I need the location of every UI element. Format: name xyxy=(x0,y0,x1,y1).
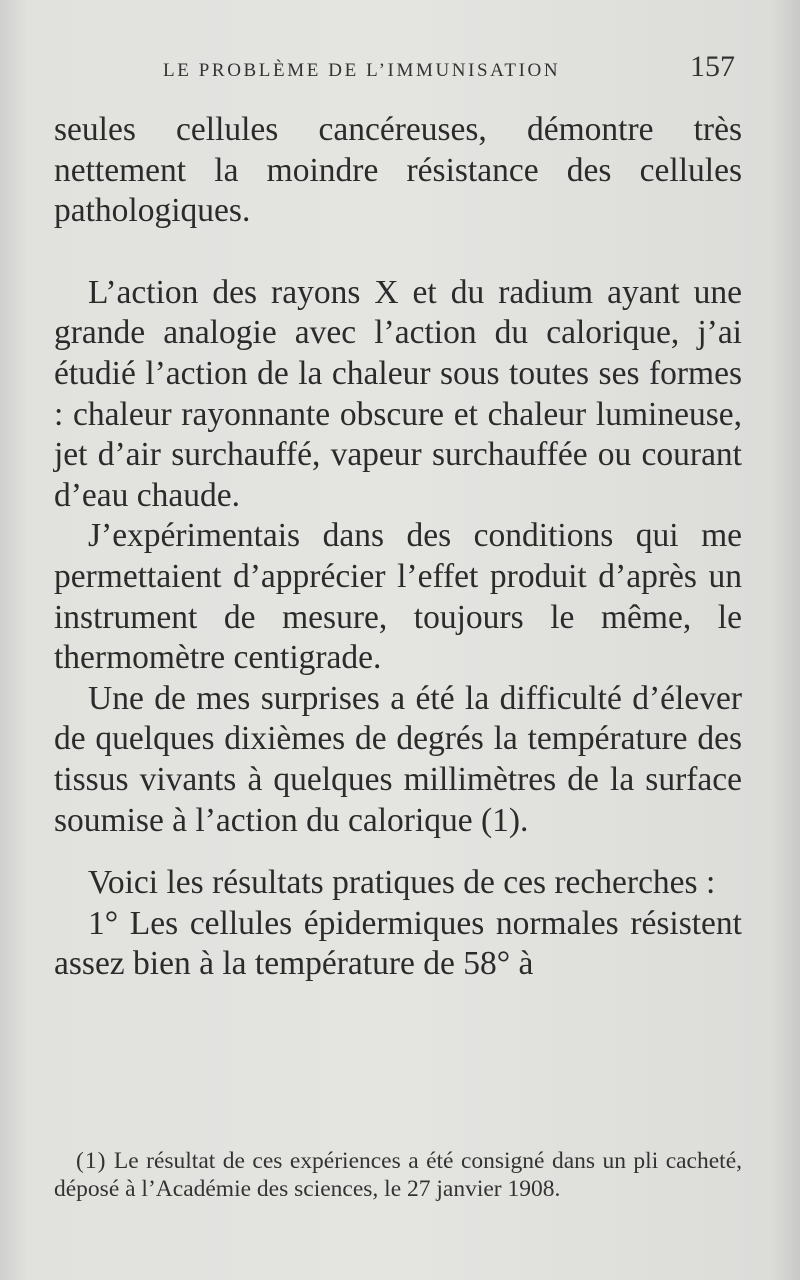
footnote-text: Le résultat de ces expériences a été consigné dans un pli cacheté, déposé à l’Académie des sciences, le 27 janvier 1908. xyxy=(54,1148,743,1202)
body-text xyxy=(54,110,742,985)
paragraph-result-1: 1° Les cellules épidermiques normales résistent assez bien à la température de 58° à xyxy=(54,904,742,983)
paragraph-surprise: Une de mes surprises a été la difficulté d’élever de quelques dixièmes de degrés la température des tissus vivants à quelques millimètres de la surface soumise à l’action du calorique (1). xyxy=(54,679,742,839)
footnote-marker: (1) xyxy=(76,1148,107,1174)
footnote xyxy=(54,1148,742,1203)
running-header xyxy=(0,48,800,92)
footnotes xyxy=(54,1148,742,1203)
paragraph-results-intro: Voici les résultats pratiques de ces recherches : xyxy=(88,864,716,902)
page-number: 157 xyxy=(690,50,735,83)
paragraph-continuation: seules cellules cancéreuses, démontre très nettement la moindre résistance des cellules pathologiques. xyxy=(54,111,742,230)
paragraph-experiments: J’expérimentais dans des conditions qui me permettaient d’apprécier l’effet produit d’après un instrument de mesure, toujours le même, le thermomètre centigrade. xyxy=(54,517,742,677)
paragraph-xray-radium: L’action des rayons X et du radium ayant une grande analogie avec l’action du calorique, j’ai étudié l’action de la chaleur sous toutes ses formes : chaleur rayonnante obscure et chaleur lumineuse, jet d’air surchauffé, vapeur surchauffée ou courant d’eau chaude. xyxy=(54,273,742,514)
running-title: LE PROBLÈME DE L’IMMUNISATION xyxy=(163,60,561,81)
